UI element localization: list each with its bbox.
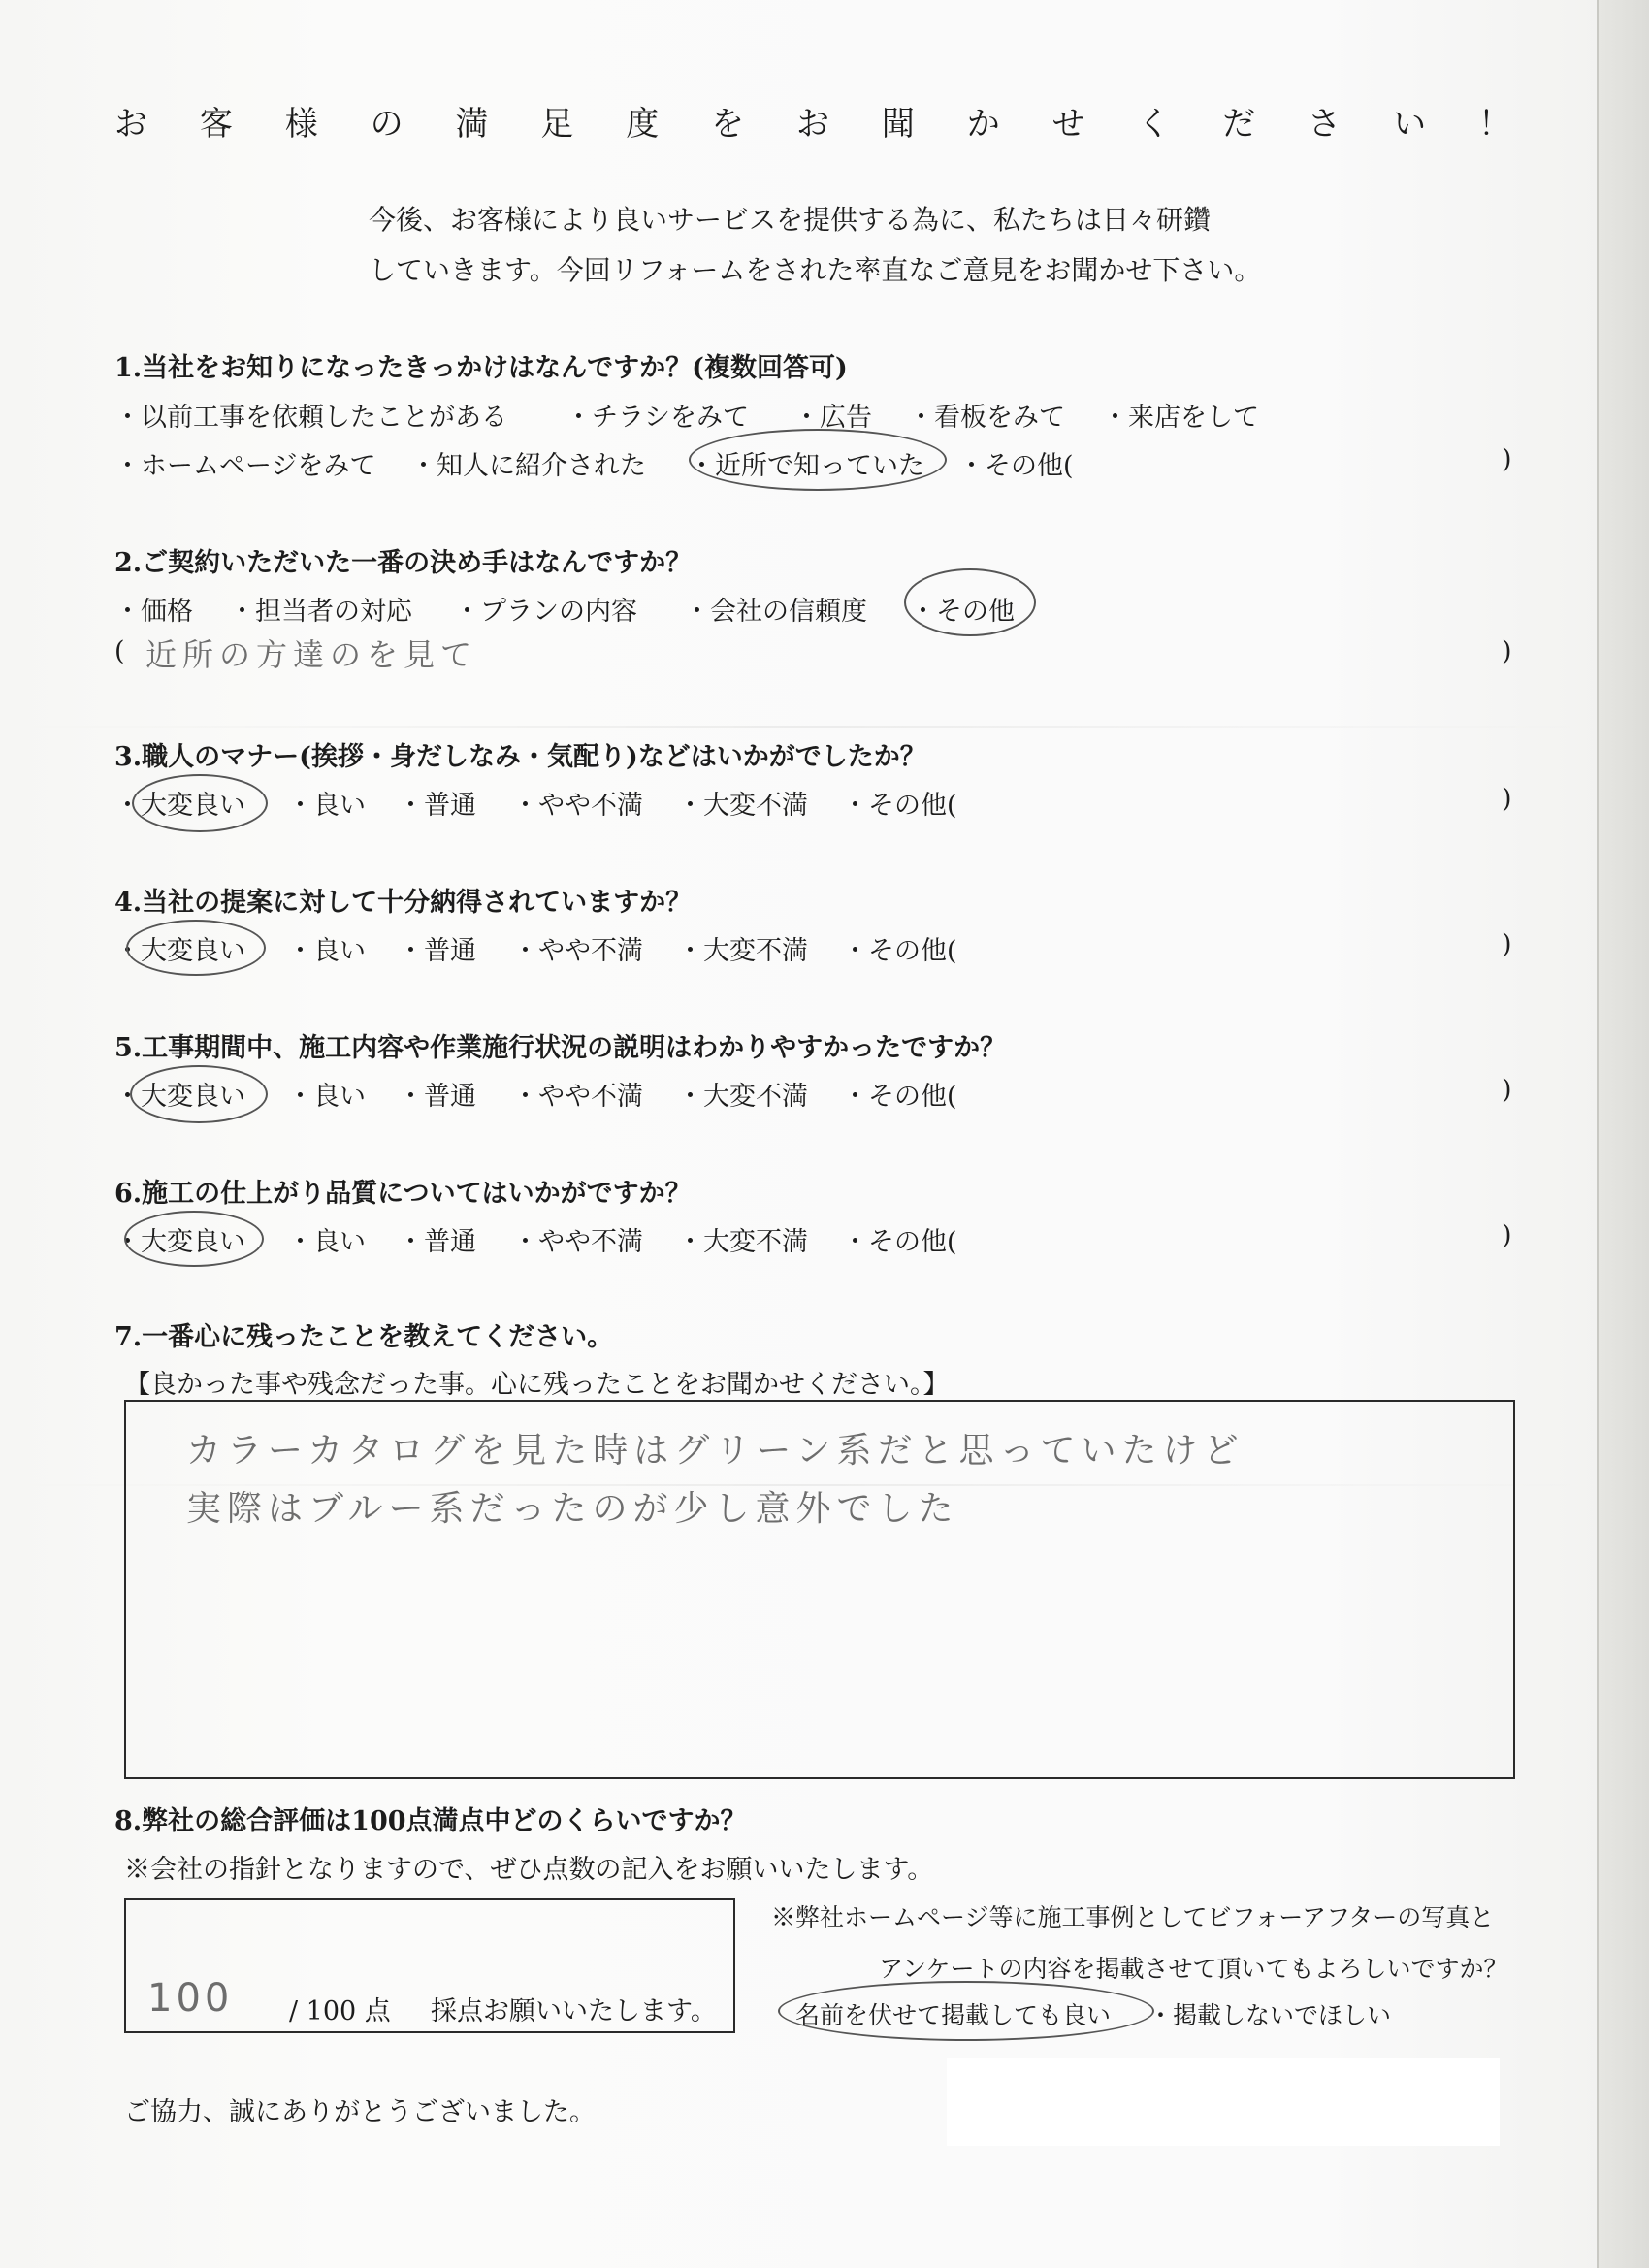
publish-option-decline[interactable]: ・掲載しないでほしい [1148,2001,1392,2029]
redacted-area [947,2058,1500,2146]
q3-option[interactable]: ・普通 [398,791,476,821]
q2-option[interactable]: ・価格 [114,597,193,627]
hand-circle-mark [689,429,947,491]
title-char: 聞 [881,105,915,144]
intro-line-2: していきます。今回リフォームをされた率直なご意見をお聞かせ下さい。 [369,254,1262,286]
q5-option[interactable]: ・良い [287,1082,366,1112]
q6-option[interactable]: ・良い [287,1227,366,1257]
q1-option[interactable]: ・来店をして [1102,403,1259,433]
paren-close: ) [1502,1075,1512,1105]
q8-note: ※会社の指針となりますので、ぜひ点数の記入をお願いいたします。 [124,1855,934,1885]
q2-option-selected[interactable]: ・その他 [910,597,1015,627]
q1-option[interactable]: ・以前工事を依頼したことがある [114,403,507,433]
q2-option[interactable]: ・担当者の対応 [229,597,412,627]
q4-option[interactable]: ・良い [287,936,366,966]
q3-option[interactable]: ・やや不満 [512,791,643,821]
title-char: お [114,105,147,144]
score-out-of: / 100 点 [289,1996,391,2026]
q1-option-selected[interactable]: ・近所で知っていた [689,451,924,481]
title-char: せ [1051,105,1085,144]
q6-option-selected[interactable]: ・大変良い [114,1227,245,1257]
hand-circle-mark [130,1065,268,1123]
q5-option[interactable]: ・その他( [842,1082,957,1112]
q5-option[interactable]: ・やや不満 [512,1082,643,1112]
paren-close: ) [1502,444,1512,474]
q6-option[interactable]: ・やや不満 [512,1227,643,1257]
q4-option[interactable]: ・普通 [398,936,476,966]
q4-option[interactable]: ・その他( [842,936,957,966]
paren-close: ) [1502,1220,1512,1250]
q1-option[interactable]: ・看板をみて [908,403,1065,433]
title-char: 足 [540,105,574,144]
q3-option-selected[interactable]: ・大変良い [114,791,245,821]
score-label: 採点お願いいたします。 [431,1996,717,2026]
q6-option[interactable]: ・大変不満 [677,1227,808,1257]
q6-option[interactable]: ・普通 [398,1227,476,1257]
fold-line [0,726,1599,728]
title-char: 度 [626,105,660,144]
title-char: お [796,105,829,144]
publish-question-line-2: アンケートの内容を掲載させて頂いてもよろしいですか？ [879,1955,1508,1983]
q1-option[interactable]: ・広告 [793,403,872,433]
q4-option-selected[interactable]: ・大変良い [114,936,245,966]
title-char: さ [1308,105,1342,144]
hand-circle-mark [132,774,268,832]
q1-option[interactable]: ・知人に紹介された [410,451,646,481]
thanks-message: ご協力、誠にありがとうございました。 [124,2097,596,2127]
title-char: く [1137,105,1171,144]
paper-edge [1597,0,1649,2268]
q1-option[interactable]: ・その他( [958,451,1074,481]
title-char: 客 [199,105,233,144]
question-2: 2.ご契約いただいた一番の決め手はなんですか？ [114,548,693,578]
title-char: か [966,105,1000,144]
title-char: 満 [455,105,489,144]
q5-option-selected[interactable]: ・大変良い [114,1082,245,1112]
publish-question-line-1: ※弊社ホームページ等に施工事例としてビフォーアフターの写真と [771,1903,1495,1931]
question-1: 1.当社をお知りになったきっかけはなんですか？(複数回答可) [114,353,848,383]
question-4: 4.当社の提案に対して十分納得されていますか？ [114,888,693,918]
publish-option-anonymous[interactable]: 名前を伏せて掲載しても良い [795,2001,1112,2029]
hand-circle-mark [124,1211,264,1267]
q2-option[interactable]: ・プランの内容 [454,597,637,627]
question-7: 7.一番心に残ったことを教えてください。 [114,1322,614,1352]
comment-box[interactable] [124,1400,1515,1779]
paren-close: ) [1502,636,1512,666]
q7-subtitle: 【良かった事や残念だった事。心に残ったことをお聞かせください。】 [124,1370,950,1400]
intro-line-1: 今後、お客様により良いサービスを提供する為に、私たちは日々研鑽 [369,204,1212,236]
q3-option[interactable]: ・良い [287,791,366,821]
question-3: 3.職人のマナー(挨拶・身だしなみ・気配り)などはいかがでしたか？ [114,742,926,772]
q5-option[interactable]: ・大変不満 [677,1082,808,1112]
q1-option[interactable]: ・ホームページをみて [114,451,376,481]
title-char: の [370,105,404,144]
title-char: 様 [284,105,318,144]
q3-option[interactable]: ・その他( [842,791,957,821]
q4-option[interactable]: ・大変不満 [677,936,808,966]
question-5: 5.工事期間中、施工内容や作業施行状況の説明はわかりやすかったですか？ [114,1033,1007,1063]
hand-circle-mark [778,1981,1154,2041]
paren-close: ) [1502,784,1512,814]
q7-handwritten-line-1: カラーカタログを見た時はグリーン系だと思っていたけど [186,1431,1245,1471]
score-box[interactable] [124,1898,735,2033]
q2-handwritten-answer: 近所の方達のを見て [146,636,478,673]
title-char: だ [1222,105,1256,144]
q6-option[interactable]: ・その他( [842,1227,957,1257]
q7-handwritten-line-2: 実際はブルー系だったのが少し意外でした [186,1489,959,1529]
paren-open: ( [114,636,125,666]
q2-option[interactable]: ・会社の信頼度 [684,597,867,627]
hand-circle-mark [126,920,266,976]
title-char: ！ [1478,105,1511,144]
title-char: を [711,105,745,144]
q5-option[interactable]: ・普通 [398,1082,476,1112]
title-char: い [1393,105,1427,144]
hand-circle-mark [904,568,1036,636]
score-handwritten: 100 [147,1976,234,2021]
q4-option[interactable]: ・やや不満 [512,936,643,966]
question-8: 8.弊社の総合評価は100点満点中どのくらいですか？ [114,1806,747,1836]
question-6: 6.施工の仕上がり品質についてはいかがですか？ [114,1179,692,1209]
q3-option[interactable]: ・大変不満 [677,791,808,821]
q1-option[interactable]: ・チラシをみて [566,403,749,433]
paren-close: ) [1502,929,1512,959]
page-title [114,97,1511,145]
